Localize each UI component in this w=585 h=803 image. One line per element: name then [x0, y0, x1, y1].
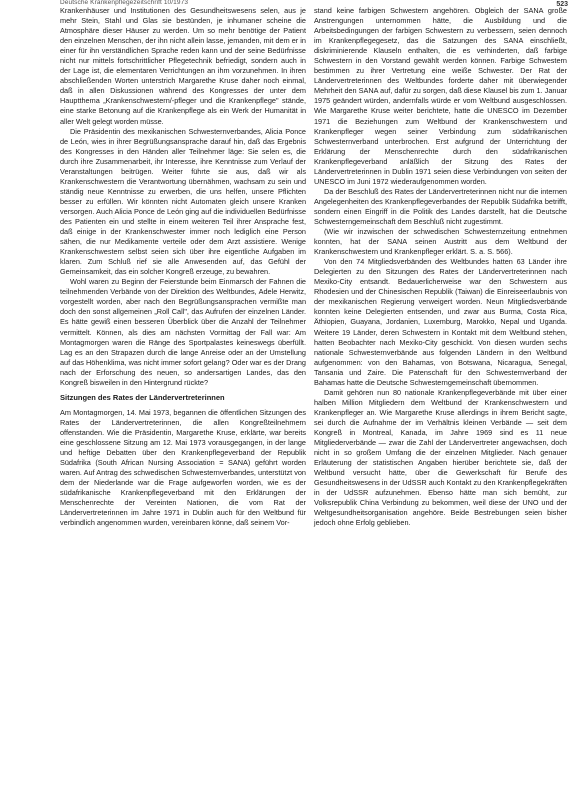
body-paragraph: Wohl waren zu Beginn der Feierstunde beim Einmarsch der Fahnen die teilnehmenden Verbände von der Direktion des Weltbundes, Adele Herwitz, vorgestellt worden, aber nach den Begrüßungsansprachen vermißte man doch den sonst allgemeinen „Roll Call", das Aufrufen der einzelnen Länder. Es hätte gewiß einen besseren Überblick über die Anzahl der Teilnehmer vermittelt. Können, als dies am nächsten Vormittag der Fall war: Am Montagmorgen waren die Ränge des Sportpalastes keineswegs überfüllt. Lag es an den Strapazen durch die lange Anreise oder an der Umstellung auf das Höhenklima, was nicht immer sofort gelang? Oder war es der Drang nach der Erforschung des neuen, so andersartigen Landes, das den Kongreß bisweilen in den Hintergrund rückte?	[60, 277, 306, 387]
body-paragraph: (Wie wir inzwischen der schwedischen Schwesternzeitung entnehmen konnten, hat der SANA seinen Austritt aus dem Weltbund der Krankenschwestern und Krankenpfleger erklärt. S. a. S. 566).	[314, 227, 567, 257]
section-heading: Sitzungen des Rates der Ländervertreterinnen	[60, 392, 225, 402]
body-paragraph: stand keine farbigen Schwestern angehören. Obgleich der SANA große Anstrengungen unternommen hätte, die Ausbildung und die Arbeitsbedingungen der farbigen Schwestern zu verbessern, seien dennoch im Krankenpflegegesetz, das die Satzungen des SANA einschließt, diskriminierende Klauseln enthalten, die es verhinderten, daß farbige Schwestern in den Vorstand gewählt werden können. Farbige Schwestern bestimmen zu ihrer Vertretung eine weiße Schwester. Der Rat der Ländervertreterinnen des Weltbundes forderte daher mit überwiegender Mehrheit den SANA auf, dafür zu sorgen, daß diese Klausel bis zum 1. Januar 1975 geändert würden, andernfalls würde er vom Weltbund ausgeschlossen. Wie Margarethe Kruse weiter berichtete, hatte die UNESCO im Dezember 1971 die Beziehungen zum Weltbund der Krankenschwestern und Krankenpfleger wegen seiner Verbindung zum südafrikanischen Schwesternverband unterbrochen. Erst aufgrund der Unterrichtung der Erklärung der Menschenrechte durch den südafrikanischen Krankenpflegeverband anläßlich der Sitzung des Rates der Ländervertreterinnen in Dublin 1971 seien diese Verbindungen von seiten der UNESCO im Juni 1972 wiederaufgenommen worden.	[314, 6, 567, 186]
body-paragraph: Am Montagmorgen, 14. Mai 1973, begannen die öffentlichen Sitzungen des Rates der Ländervertreterinnen, die allen Kongreßteilnehmern offenstanden. Wie die Präsidentin, Margarethe Kruse, erklärte, war bereits eine geschlossene Sitzung am 12. Mai 1973 vorausgegangen, in der lange und heftige Debatten über den Krankenpflegeverband der Republik Südafrika (South African Nursing Association = SANA) geführt worden waren. Auf Antrag des schwedischen Schwesternverbandes, unterstützt von dem der Niederlande war die Frage aufgeworfen worden, wie es der südafrikanische Krankenpflegeverband mit den Erklärungen der Menschenrechte der Vereinten Nationen, die vom Rat der Ländervertreterinnen im Jahre 1971 in Dublin auch für den Weltbund für verbindlich angenommen wurden, vereinbaren könne, daß seinem Vor-	[60, 407, 306, 528]
body-paragraph: Die Präsidentin des mexikanischen Schwesternverbandes, Alicia Ponce de León, wies in ihrer Begrüßungsansprache darauf hin, daß das Ergebnis des Kongresses in den Händen aller Teilnehmer läge: Sie selen es, die durch ihre Zusammenarbeit, ihr Interesse, ihre Kenntnisse zum Verlauf der Veranstaltungen beitrügen. Weiter führte sie aus, daß wir als Krankenschwestern die Verantwortung übernähmen, wachsam zu sein und ständig neue Kenntnisse zu erwerben, die uns helfen, unsere Pflichten besser zu erfüllen. Wir könnten nicht Automaten gleich unsere Kranken versorgen. Auch Alicia Ponce de León ging auf die individuellen Bedürfnisse des Patienten ein und stellte in einem weiteren Teil ihrer Ansprache fest, daß einige in der Krankenschwester immer noch lediglich eine Person sähen, die nur Medikamente verteile oder dem Arzt assistiere. Wenige Krankenschwestern selbst seien sich über ihre eigentliche Aufgaben im klaren. Zum Schluß rief sie alle Anwesenden auf, das Gefühl der Gemeinsamkeit, das ein solcher Kongreß erzeuge, zu bewahren.	[60, 126, 306, 277]
right-column	[314, 6, 567, 528]
body-paragraph: Von den 74 Mitgliedsverbänden des Weltbundes hatten 63 Länder ihre Delegierten zu den Sitzungen des Rates der Ländervertreterinnen nach Mexiko-City entsandt. Bedauerlicherweise war den Schwestern aus Rhodesien und der Chinesischen Republik (Taiwan) die Einreiseerlaubnis von der mexikanischen Regierung verweigert worden. Neun Mitgliedsverbände konnten keine Delegierten entsenden, und zwar aus Burma, Costa Rica, Äthiopien, Guayana, Jordanien, Luxemburg, Marokko, Nepal und Uganda. Weitere 19 Länder, deren Schwestern in Kontakt mit dem Weltbund stehen, hatten Beobachter nach Mexiko-City geschickt. Von diesen wurden sechs nationale Schwesternverbände aus folgenden Ländern in den Weltbund aufgenommen: von den Bahamas, von Botswana, Nicaragua, Senegal, Tansania und Zaire. Die Patenschaft für den Schwesternverband der Bahamas hatte die Deutsche Schwesterngemeinschaft übernommen.	[314, 257, 567, 387]
body-paragraph: Damit gehören nun 80 nationale Krankenpflegeverbände mit über einer halben Million Mitgliedern dem Weltbund der Krankenschwestern und Krankenpfleger an. Wie Margarethe Kruse allerdings in ihrem Bericht sagte, sei durch die Aufnahme der im Verhältnis kleinen Verbände — seit dem Kongreß in Montreal, Kanada, im Jahre 1969 sind es 11 neue Mitgliederverbände — zwar die Zahl der Ländervertreter angewachsen, doch nicht in so großem Umfang die der einzelnen Mitglieder. Nach genauer Erläuterung der statistischen Angaben hierüber berichtete sie, daß der Weltbund versucht hätte, über die Gewerkschaft für Berufe des Gesundheitswesens in der UdSSR auch Kontakt zu den Krankenpflegekräften in der UdSSR aufzunehmen. Ebenso hätte man sich bemüht, zur Volksrepublik China Verbindung zu bekommen, weil diese der UNO und der Weltgesundheitsorganisation angehöre. Beide Bestrebungen seien bisher jedoch ohne Erfolg geblieben.	[314, 387, 567, 528]
page-number: 523	[556, 1, 568, 8]
body-paragraph: Krankenhäuser und Institutionen des Gesundheitswesens selen, aus je mehr Stein, Stahl und Glas sie bestünden, je inhumaner scheine die Atmosphäre dieser Häuser zu werden. Um so mehr benötige der Patient den einzelnen Menschen, der ihn nicht allein lasse, jemanden, mit dem er in einer für ihn verständlichen Sprache reden kann und der seine Bedürfnisse nicht nur mittels fortschrittlicher Pflegetechnik befriedigt, sondern auch in der Lage ist, die elementaren Verrichtungen an ihm vorzunehmen. In ihren abschließenden Worten unterstrich Margarethe Kruse daher noch einmal, daß in allen Diskussionen während des Kongresses der unter dem Hauptthema „Krankenschwestern/-pfleger und die Krankenpflege" stände, eine starke Betonung auf die Krankenpflege als ein Werk der Humanität in aller Welt gelegt worden müsse.	[60, 6, 306, 126]
body-paragraph: Da der Beschluß des Rates der Ländervertreterinnen nicht nur die internen Angelegenheiten des Krankenpflegeverbandes der Republik Südafrika betrifft, sondern einen Eingriff in die Politik des Landes darstellt, hat die Deutsche Schwesterngemeinschaft dem Beschluß nicht zugestimmt.	[314, 186, 567, 226]
left-column	[60, 6, 306, 528]
running-head: Deutsche Krankenpflegezeitschrift 10/1973	[60, 0, 189, 6]
